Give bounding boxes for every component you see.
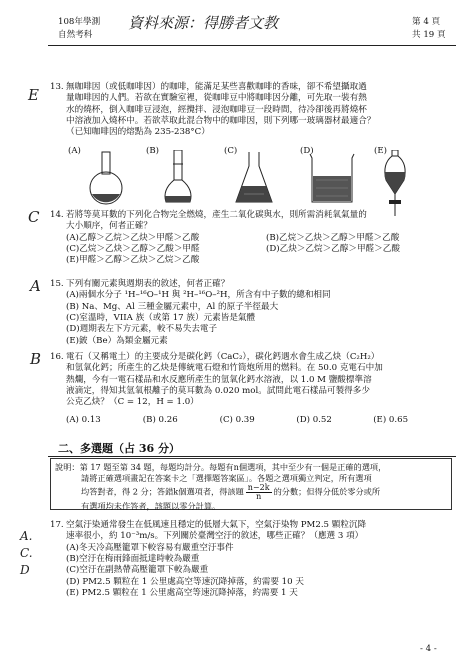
handwritten-source-title: 資料來源：得勝者文教	[128, 14, 279, 32]
q16-line-3: 熱爛，今有一電石樣品和水反應所產生的氫氧化鈣水溶液，以 1.0 M 鹽酸標準溶	[66, 374, 372, 385]
q17-option-a: (A)冬天冷高壓籠罩下較容易有嚴重空汙事件	[66, 542, 234, 553]
question-13	[50, 82, 450, 139]
score-fraction	[246, 484, 272, 501]
instructions-line-3b: 的分數；但得分低於零分或所	[273, 486, 381, 497]
round-bottom-flask-icon	[84, 150, 128, 206]
question-14	[50, 210, 450, 267]
q13-option-e: (E)	[374, 146, 387, 156]
q16-option-a: (A) 0.13	[66, 414, 101, 425]
instructions-box	[50, 458, 452, 510]
fraction-denominator: n	[256, 491, 262, 501]
question-16	[50, 352, 450, 426]
margin-answer-q15: A	[30, 277, 41, 295]
q13-option-a: (A)	[68, 146, 81, 156]
q16-option-e: (E) 0.65	[373, 414, 409, 425]
q16-option-b: (B) 0.26	[142, 414, 178, 425]
q16-line-4: 液滴定，得知其氫氧根離子的莫耳數為 0.020 mol。試問此電石樣品可製得多少	[66, 386, 370, 397]
q14-line-1: 若將等莫耳數的下列化合物完全燃燒，產生二氧化碳與水，則所需消耗氧氣量的	[66, 210, 367, 220]
question-15	[50, 279, 450, 347]
instructions-line-3a: 均答對者，得 2 分；答錯k個選項者，得該題	[81, 486, 244, 497]
q13-option-c: (C)	[224, 146, 238, 156]
q15-stem: 下列有關元素與週期表的敘述，何者正確？	[66, 279, 230, 289]
margin-answer-q16: B	[30, 350, 42, 368]
total-pages: 共 19 頁	[412, 30, 446, 40]
volumetric-flask-icon	[160, 150, 196, 208]
q17-option-b: (B)空汙在梅雨鋒面抵達時較為嚴重	[66, 554, 200, 565]
q13-line-4: 中溶液加入燒杯中。若欲萃取此混合物中的咖啡因，則下列哪一玻璃器材最適合？	[66, 116, 376, 127]
instructions-line-3	[55, 484, 447, 501]
erlenmeyer-flask-icon	[232, 150, 276, 206]
fraction-numerator: n−2k	[247, 482, 270, 492]
q16-line-1: 電石（又稱電土）的主要成分是碳化鈣（CaC₂），碳化鈣遇水會生成乙炔（C₂H₂）	[66, 352, 380, 362]
question-17	[50, 520, 450, 599]
q15-option-d: (D)週期表左下方元素，較不易失去電子	[66, 324, 218, 335]
instructions-line-1: 說明：第 17 題至第 34 題，每題均計分。每題有n個選項，其中至少有一個是正確的選項，	[55, 462, 387, 472]
margin-answer-q14: C	[28, 208, 40, 226]
q14-option-c: (C)乙烷＞乙炔＞乙醇＞乙酸＞甲醛	[66, 244, 200, 255]
q14-option-a: (A)乙醇＞乙烷＞乙炔＞甲醛＞乙酸	[66, 232, 200, 243]
q17-option-c: (C)空汙在副熱帶高壓籠罩下較為嚴重	[66, 565, 209, 576]
q14-option-e: (E)甲醛＞乙醇＞乙炔＞乙烷＞乙酸	[66, 255, 200, 266]
question-number: 15.	[50, 279, 64, 289]
question-number: 16.	[50, 352, 64, 362]
q17-option-e: (E) PM2.5 顆粒在 1 公里處高空等速沉降掉落，約需要 1 天	[66, 588, 298, 599]
q14-line-2: 大小順序，何者正確？	[66, 221, 152, 232]
q16-option-c: (C) 0.39	[219, 414, 255, 425]
question-number: 14.	[50, 210, 64, 220]
q13-line-3: 水的燒杯，倒入咖啡豆浸泡，經攪拌、浸泡咖啡豆一段時間，待冷卻後再將燒杯	[66, 104, 367, 115]
q14-option-d: (D)乙炔＞乙烷＞乙醇＞甲醛＞乙酸	[266, 244, 400, 255]
q14-option-b: (B)乙烷＞乙炔＞乙醇＞甲醛＞乙酸	[266, 232, 400, 243]
instructions-line-4: 有選項均未作答者，該題以零分計算。	[81, 500, 221, 511]
margin-answer-q17: A.C.D	[20, 529, 33, 577]
q13-line-1: 無咖啡因（或低咖啡因）的咖啡，能滿足某些喜歡咖啡的香味，卻不希望攝取過	[66, 82, 367, 92]
section-rule	[48, 456, 456, 457]
beaker-icon	[306, 150, 358, 206]
q16-option-d: (D) 0.52	[296, 414, 332, 425]
q17-option-d: (D) PM2.5 顆粒在 1 公里處高空等速沉降掉落，約需要 10 天	[66, 576, 304, 587]
exam-year: 108年學測	[58, 17, 101, 27]
q15-option-a: (A)兩個水分子 ¹H–¹⁶O–¹H 與 ²H–¹⁶O–²H，所含有中子數的總和相同	[66, 290, 331, 301]
q16-line-2: 和氫氧化鈣；所產生的乙炔是傳統電石燈和竹筒炮所用的燃料。在 50.0 克電石中加	[66, 363, 383, 374]
header-rule	[48, 45, 456, 46]
q17-line-2: 速率很小，約 10⁻³m/s。下列關於臺灣空汙的敘述，哪些正確？（應選 3 項）	[66, 531, 364, 542]
margin-answer-q13: E	[28, 86, 39, 104]
q13-line-2: 量咖啡因的人們。若欲在實驗室裡，從咖啡豆中將咖啡因分離，可先取一裝有熱	[66, 93, 367, 104]
subject: 自然考科	[58, 30, 93, 40]
q15-option-e: (E)鈹（Be）為類金屬元素	[66, 335, 168, 346]
q15-option-b: (B) Na、Mg、Al 三種金屬元素中，Al 的原子半徑最大	[66, 301, 279, 312]
q16-line-5: 公克乙炔？（C = 12，H = 1.0）	[66, 397, 199, 408]
q17-line-1: 空氣汙染通常發生在低風速且穩定的低層大氣下，空氣汙染物 PM2.5 顆粒沉降	[66, 520, 367, 530]
q13-option-d: (D)	[300, 146, 314, 156]
page-number: - 4 -	[420, 644, 437, 654]
q13-option-b: (B)	[146, 146, 160, 156]
question-number: 13.	[50, 82, 64, 92]
instructions-line-2: 請將正確選項畫記在答案卡之「選擇題答案區」。各題之選項獨立判定，所有選項	[81, 472, 372, 483]
page-label: 第 4 頁	[412, 17, 441, 27]
section-title: 二、多選題（占 36 分）	[58, 442, 180, 455]
q15-option-c: (C)室溫時，VIIA 族（或第 17 族）元素皆是氣體	[66, 313, 256, 324]
q13-line-5: （已知咖啡因的熔點為 235-238°C）	[66, 127, 210, 138]
question-number: 17.	[50, 520, 64, 530]
